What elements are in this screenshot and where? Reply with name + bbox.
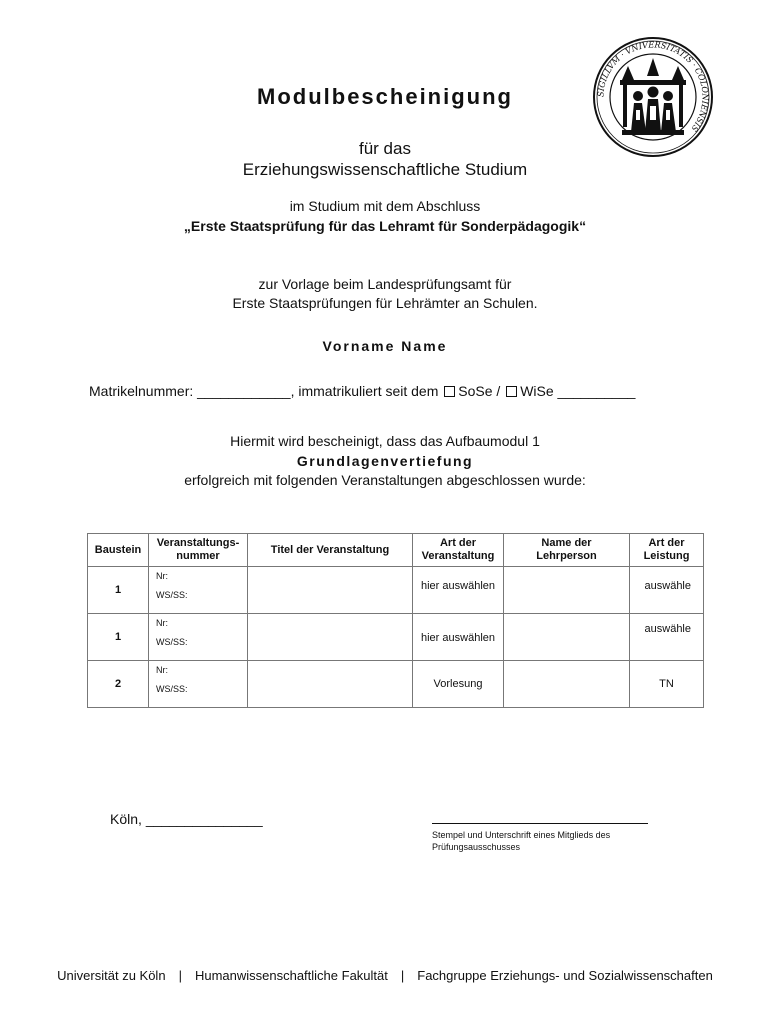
header-leistung: Art der Leistung <box>630 534 704 567</box>
header-lehrperson: Name der Lehrperson <box>504 534 630 567</box>
header-nummer: Veranstaltungs- nummer <box>149 534 248 567</box>
header-art: Art der Veranstaltung <box>413 534 504 567</box>
footer <box>0 968 770 983</box>
lecturer-cell[interactable] <box>504 661 630 708</box>
assessment-type-value[interactable]: TN <box>630 661 704 708</box>
assessment-type-select[interactable]: auswähle <box>630 567 704 614</box>
submission-line-1: zur Vorlage beim Landesprüfungsamt für <box>258 276 512 292</box>
semester-label: WS/SS: <box>156 590 188 600</box>
course-title-cell[interactable] <box>248 567 413 614</box>
document-title: Modulbescheinigung <box>257 84 513 109</box>
table-row <box>88 661 704 708</box>
table-row <box>88 567 704 614</box>
course-type-value[interactable]: Vorlesung <box>413 661 504 708</box>
baustein-cell: 1 <box>88 567 149 614</box>
header-titel: Titel der Veranstaltung <box>248 534 413 567</box>
date-field[interactable]: _______________ <box>145 811 263 827</box>
course-table <box>87 533 704 708</box>
svg-text:SIGILLVM · VNIVERSITATIS · COL: SIGILLVM · VNIVERSITATIS · COLONIENSIS <box>595 39 711 134</box>
nr-label: Nr: <box>156 618 168 628</box>
matriculation-line <box>89 383 635 399</box>
degree-name: „Erste Staatsprüfung für das Lehramt für Sonderpädagogik“ <box>183 218 587 234</box>
sose-checkbox[interactable] <box>444 386 455 397</box>
degree-intro: im Studium mit dem Abschluss <box>289 198 481 214</box>
study-program: Erziehungswissenschaftliche Studium <box>242 160 528 179</box>
certification-line-3: erfolgreich mit folgenden Veranstaltungen abgeschlossen wurde: <box>184 472 586 488</box>
footer-faculty: Humanwissenschaftliche Fakultät <box>194 968 388 983</box>
lecturer-cell[interactable] <box>504 614 630 661</box>
footer-separator: | <box>178 968 182 983</box>
course-title-cell[interactable] <box>248 614 413 661</box>
table-header-row <box>88 534 704 567</box>
footer-university: Universität zu Köln <box>57 968 166 983</box>
signature-label: Stempel und Unterschrift eines Mitglieds des Prüfungsausschusses <box>432 830 611 852</box>
course-title-cell[interactable] <box>248 661 413 708</box>
subtitle-for: für das <box>359 139 411 158</box>
baustein-cell: 2 <box>88 661 149 708</box>
semester-label: WS/SS: <box>156 684 188 694</box>
certification-line-1: Hiermit wird bescheinigt, dass das Aufbaumodul 1 <box>230 433 540 449</box>
matriculation-label: Matrikelnummer: <box>89 383 194 399</box>
table-row <box>88 614 704 661</box>
signature-line[interactable] <box>432 823 648 824</box>
semester-label: WS/SS: <box>156 637 188 647</box>
nr-label: Nr: <box>156 571 168 581</box>
course-type-select[interactable]: hier auswählen <box>413 614 504 661</box>
wise-checkbox[interactable] <box>506 386 517 397</box>
student-name: Vorname Name <box>322 338 448 354</box>
matriculation-number-field[interactable]: ____________ <box>197 383 291 399</box>
course-number-cell[interactable] <box>149 567 248 614</box>
footer-group: Fachgruppe Erziehungs- und Sozialwissenschaften <box>417 968 713 983</box>
nr-label: Nr: <box>156 665 168 675</box>
course-number-cell[interactable] <box>149 614 248 661</box>
enrolled-since-label: , immatrikuliert seit dem <box>290 383 439 399</box>
wise-label: WiSe <box>520 383 554 399</box>
course-type-select[interactable]: hier auswählen <box>413 567 504 614</box>
assessment-type-select[interactable]: auswähle <box>630 614 704 661</box>
sose-label: SoSe / <box>458 383 501 399</box>
place-line <box>110 811 263 827</box>
city-label: Köln, <box>110 811 142 827</box>
semester-year-field[interactable]: __________ <box>557 383 636 399</box>
footer-separator: | <box>400 968 405 983</box>
module-name: Grundlagenvertiefung <box>296 453 474 469</box>
submission-line-2: Erste Staatsprüfungen für Lehrämter an Schulen. <box>232 295 538 311</box>
header-baustein: Baustein <box>88 534 149 567</box>
baustein-cell: 1 <box>88 614 149 661</box>
course-number-cell[interactable] <box>149 661 248 708</box>
lecturer-cell[interactable] <box>504 567 630 614</box>
